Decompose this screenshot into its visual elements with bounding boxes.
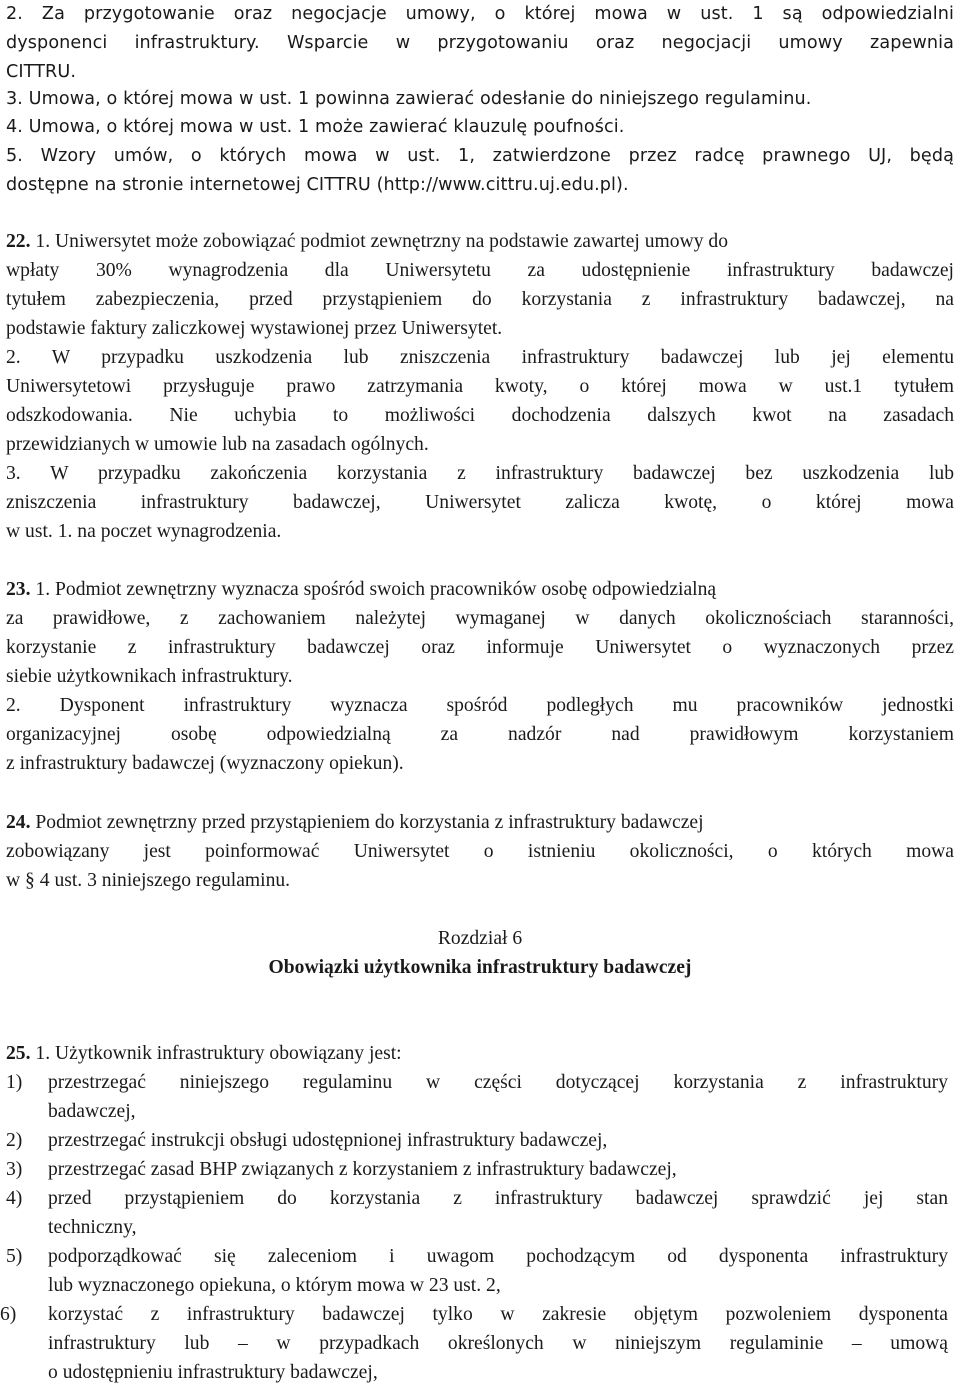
list-item-continuation: infrastruktury lub – w przypadkach określonych w niniejszym regulaminie – umową bbox=[48, 1333, 948, 1354]
list-item: 4) przed przystąpieniem do korzystania z infrastruktury badawczej sprawdzić jej stan bbox=[6, 1184, 954, 1213]
paragraph-23-line: 23. 1. Podmiot zewnętrzny wyznacza spośród swoich pracowników osobę odpowiedzialną bbox=[6, 579, 717, 600]
text-line: Uniwersytetowi przysługuje prawo zatrzymania kwoty, o której mowa w ust.1 tytułem bbox=[6, 376, 954, 397]
text-line: CITTRU. bbox=[6, 62, 77, 82]
text-line: organizacyjnej osobę odpowiedzialną za nadzór nad prawidłowym korzystaniem bbox=[6, 724, 954, 745]
chapter-number: Rozdział 6 bbox=[437, 928, 523, 949]
text-line: 3. W przypadku zakończenia korzystania z infrastruktury badawczej bez uszkodzenia lub bbox=[6, 463, 954, 484]
list-item: 5) podporządkować się zaleceniom i uwagom pochodzącym od dysponenta infrastruktury bbox=[6, 1242, 954, 1271]
section-number: 23. bbox=[6, 579, 31, 600]
list-item: 1) przestrzegać niniejszego regulaminu w części dotyczącej korzystania z infrastruktury bbox=[6, 1068, 954, 1097]
text-line: 2. Dysponent infrastruktury wyznacza spośród podległych mu pracowników jednostki bbox=[6, 695, 954, 716]
paragraph-22-line: 22. 1. Uniwersytet może zobowiązać podmiot zewnętrzny na podstawie zawartej umowy do bbox=[6, 231, 729, 252]
list-number: 3) bbox=[6, 1159, 23, 1180]
text-line: w § 4 ust. 3 niniejszego regulaminu. bbox=[6, 870, 291, 891]
paragraph-24-line: 24. Podmiot zewnętrzny przed przystąpieniem do korzystania z infrastruktury badawczej bbox=[6, 812, 704, 833]
chapter-title: Obowiązki użytkownika infrastruktury badawczej bbox=[268, 957, 692, 978]
text-line: tytułem zabezpieczenia, przed przystąpieniem do korzystania z infrastruktury badawczej, na bbox=[6, 289, 954, 310]
text-line: odszkodowania. Nie uchybia to możliwości dochodzenia dalszych kwot na zasadach bbox=[6, 405, 954, 426]
paragraph-25-line: 25. 1. Użytkownik infrastruktury obowiązany jest: bbox=[6, 1043, 402, 1064]
list-item: 3) przestrzegać zasad BHP związanych z korzystaniem z infrastruktury badawczej, bbox=[6, 1155, 954, 1184]
text-line: siebie użytkownikach infrastruktury. bbox=[6, 666, 293, 687]
list-item: 2) przestrzegać instrukcji obsługi udostępnionej infrastruktury badawczej, bbox=[6, 1126, 954, 1155]
section-number: 24. bbox=[6, 812, 31, 833]
list-item-continuation: lub wyznaczonego opiekuna, o którym mowa w 23 ust. 2, bbox=[48, 1275, 501, 1296]
text-line: dysponenci infrastruktury. Wsparcie w przygotowaniu oraz negocjacji umowy zapewnia bbox=[6, 33, 954, 53]
list-item: 6) korzystać z infrastruktury badawczej tylko w zakresie objętym pozwoleniem dysponenta bbox=[6, 1300, 954, 1329]
text-line: w ust. 1. na poczet wynagrodzenia. bbox=[6, 521, 282, 542]
text-line: 5. Wzory umów, o których mowa w ust. 1, zatwierdzone przez radcę prawnego UJ, będą bbox=[6, 146, 954, 166]
section-number: 25. bbox=[6, 1043, 31, 1064]
list-number: 5) bbox=[6, 1246, 23, 1267]
section-number: 22. bbox=[6, 231, 31, 252]
text-line: za prawidłowe, z zachowaniem należytej wymaganej w danych okolicznościach staranności, bbox=[6, 608, 954, 629]
text-line: dostępne na stronie internetowej CITTRU (http://www.cittru.uj.edu.pl). bbox=[6, 175, 629, 195]
text-line: zobowiązany jest poinformować Uniwersytet o istnieniu okoliczności, o których mowa bbox=[6, 841, 954, 862]
list-number: 4) bbox=[6, 1188, 23, 1209]
list-number: 2) bbox=[6, 1130, 23, 1151]
text-line: z infrastruktury badawczej (wyznaczony opiekun). bbox=[6, 753, 404, 774]
text-line: 4. Umowa, o której mowa w ust. 1 może zawierać klauzulę poufności. bbox=[6, 117, 625, 137]
text-line: podstawie faktury zaliczkowej wystawionej przez Uniwersytet. bbox=[6, 318, 503, 339]
list-item-continuation: o udostępnieniu infrastruktury badawczej, bbox=[48, 1362, 378, 1383]
text-line: 2. W przypadku uszkodzenia lub zniszczenia infrastruktury badawczej lub jej elementu bbox=[6, 347, 954, 368]
text-line: 2. Za przygotowanie oraz negocjacje umowy, o której mowa w ust. 1 są odpowiedzialni bbox=[6, 4, 954, 24]
text-line: 3. Umowa, o której mowa w ust. 1 powinna zawierać odesłanie do niniejszego regulaminu. bbox=[6, 89, 812, 109]
text-line: przewidzianych w umowie lub na zasadach ogólnych. bbox=[6, 434, 429, 455]
list-item-continuation: techniczny, bbox=[48, 1217, 137, 1238]
list-item-continuation: badawczej, bbox=[48, 1101, 136, 1122]
text-line: korzystanie z infrastruktury badawczej oraz informuje Uniwersytet o wyznaczonych przez bbox=[6, 637, 954, 658]
text-line: zniszczenia infrastruktury badawczej, Uniwersytet zalicza kwotę, o której mowa bbox=[6, 492, 954, 513]
text-line: wpłaty 30% wynagrodzenia dla Uniwersytetu za udostępnienie infrastruktury badawczej bbox=[6, 260, 954, 281]
list-number: 6) bbox=[0, 1304, 17, 1325]
list-number: 1) bbox=[6, 1072, 23, 1093]
